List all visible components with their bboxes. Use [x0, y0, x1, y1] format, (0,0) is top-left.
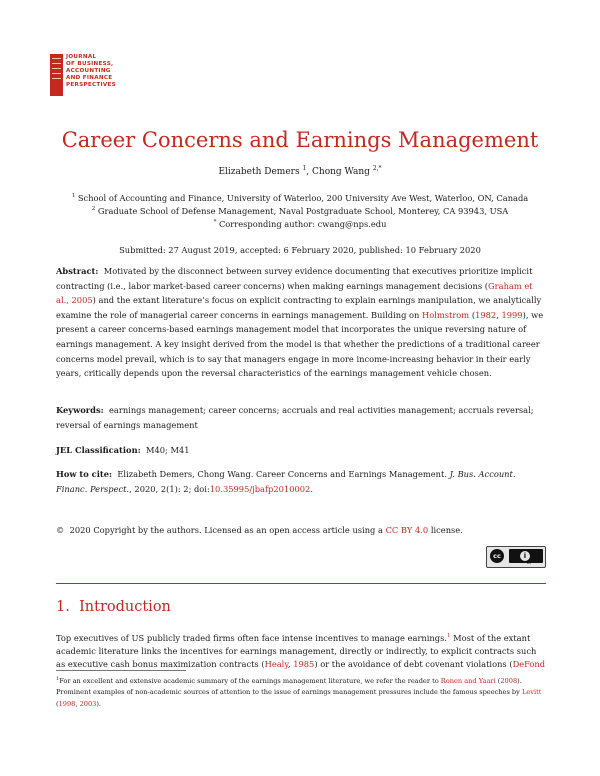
keywords-label: Keywords:: [56, 405, 104, 415]
journal-logo: [50, 54, 120, 98]
body-text: Top executives of US publicly traded firms often face intense incentives to manage earnings.: [56, 632, 447, 643]
affiliation-text: Graduate School of Defense Management, Naval Postgraduate School, Monterey, CA 93943, USA: [97, 206, 509, 216]
journal-logo-strip: [50, 54, 63, 96]
citation-link[interactable]: Holmstrom: [422, 309, 470, 320]
keywords: [56, 403, 546, 432]
copyright-notice: [56, 523, 546, 538]
copyright-symbol: ©: [56, 525, 65, 535]
intro-paragraph: [56, 630, 546, 671]
abstract-text: (: [469, 309, 476, 320]
author-name: Elizabeth Demers: [218, 167, 300, 177]
keywords-text: earnings management; career concerns; accruals and real activities management; accruals reversal; reversal of earnings management: [56, 405, 534, 430]
cite-text: , 2020, 2(1): 2; doi:: [129, 483, 210, 494]
cc-by-license-badge[interactable]: [486, 546, 546, 568]
section-heading: [56, 599, 171, 615]
author-affil-marker: 1: [302, 165, 307, 172]
citation-link[interactable]: DeFond: [512, 658, 546, 669]
citation-link[interactable]: 1985: [293, 658, 315, 669]
jel-classification: [56, 443, 546, 458]
citation-link[interactable]: 2008: [500, 677, 518, 686]
section-title: Introduction: [79, 599, 171, 615]
footnote-text: (: [56, 699, 59, 708]
affiliation-marker: *: [213, 219, 217, 226]
cc-icon: cc: [490, 549, 504, 563]
section-divider: [56, 583, 546, 584]
body-text: Most of the extant academic literature links the incentives for earnings management, directly or indirectly, to explicit contracts such as executive cash bonus maximization contracts (: [56, 632, 537, 669]
cc-badge-label: BY: [527, 560, 532, 565]
abstract-text: ) and the extant literature’s focus on explicit contracting to explain earnings manipulation, we analytically examine the role of managerial career concerns in earnings management. Building on: [56, 295, 542, 320]
affiliation-marker: 2: [91, 206, 96, 213]
author-affil-marker: 2,*: [372, 165, 382, 172]
logo-line: AND FINANCE: [66, 75, 113, 81]
footnote: [56, 674, 546, 710]
body-text: ) or the avoidance of debt covenant violations (: [314, 658, 513, 669]
cite-journal: J. Bus. Account. Financ. Perspect.: [56, 469, 516, 494]
cite-text: .: [310, 483, 313, 494]
footnote-marker[interactable]: 1: [446, 633, 451, 639]
author-separator: ,: [306, 167, 313, 177]
citation-link[interactable]: 1998: [58, 699, 76, 708]
footnote-text: (: [495, 677, 501, 686]
footnote-text: ,: [75, 699, 80, 708]
body-text: ,: [287, 658, 294, 669]
by-attribution-icon: [509, 549, 543, 563]
footnote-text: For an excellent and extensive academic summary of the earnings management literature, we refer the reader to: [59, 677, 441, 686]
affiliation-text: School of Accounting and Finance, University of Waterloo, 200 University Ave West, Waterloo, ON, Canada: [77, 193, 529, 203]
footnote-number: 1: [56, 676, 60, 682]
license-link[interactable]: CC BY 4.0: [385, 525, 429, 535]
author-list: [0, 165, 600, 177]
cite-text: Elizabeth Demers, Chong Wang. Career Concerns and Earnings Management.: [117, 469, 447, 479]
journal-logo-wordmark: [66, 54, 116, 89]
affiliation: [0, 193, 600, 203]
section-number: 1.: [56, 599, 70, 615]
citation-link[interactable]: 2003: [79, 699, 97, 708]
citation-link[interactable]: Graham et al., 2005: [56, 280, 533, 306]
citation-link[interactable]: Ronen and Yaari: [440, 677, 496, 686]
person-icon: i: [520, 551, 530, 561]
logo-line: ACCOUNTING: [66, 68, 111, 74]
footnote-text: ).: [96, 699, 102, 708]
citation-link[interactable]: 1999: [501, 309, 523, 320]
copyright-text: 2020 Copyright by the authors. Licensed as an open access article using a: [69, 525, 386, 535]
submission-dates: Submitted: 27 August 2019, accepted: 6 February 2020, published: 10 February 2020: [119, 245, 481, 255]
footnote-text: ). Prominent examples of non-academic sources of attention to the issue of earnings management pressures include the famous speeches by: [56, 677, 522, 697]
abstract: [56, 264, 546, 381]
affiliation: [0, 206, 600, 216]
affiliation-text: Corresponding author: cwang@nps.edu: [218, 219, 387, 229]
abstract-text: Motivated by the disconnect between survey evidence documenting that executives prioritize implicit contracting (i.e., labor market-based career concerns) when making earnings management decisions (: [56, 266, 533, 291]
how-to-cite: [56, 467, 546, 496]
author-name: Chong Wang: [312, 167, 370, 177]
footnote-rule: [56, 670, 186, 671]
doi-link[interactable]: 10.35995/jbafp2010002: [209, 483, 311, 494]
jel-label: JEL Classification:: [56, 445, 141, 455]
logo-line: JOURNAL: [66, 54, 97, 60]
logo-line: OF BUSINESS,: [66, 61, 114, 67]
abstract-text: ,: [496, 309, 502, 320]
copyright-text: license.: [428, 525, 463, 535]
citation-link[interactable]: Levitt: [521, 688, 542, 697]
abstract-text: ), we present a career concerns-based earnings management model that incorporates the unique reversing nature of earnings management. A key insight derived from the model is that whether the predictions of a traditional career concerns model prevail, which is to say that managers engage in more income-increasing behavior in their early years, critically depends upon the reversal characteristics of the earnings management vehicle chosen.: [56, 309, 544, 379]
citation-link[interactable]: 1982: [475, 309, 497, 320]
abstract-label: Abstract:: [56, 266, 99, 276]
corresponding-author: [0, 219, 600, 229]
citation-link[interactable]: Healy: [264, 658, 288, 669]
paper-title: Career Concerns and Earnings Management: [61, 128, 539, 152]
cite-label: How to cite:: [56, 469, 113, 479]
logo-line: PERSPECTIVES: [66, 82, 116, 88]
affiliation-marker: 1: [71, 193, 76, 200]
jel-text: M40; M41: [145, 445, 190, 455]
